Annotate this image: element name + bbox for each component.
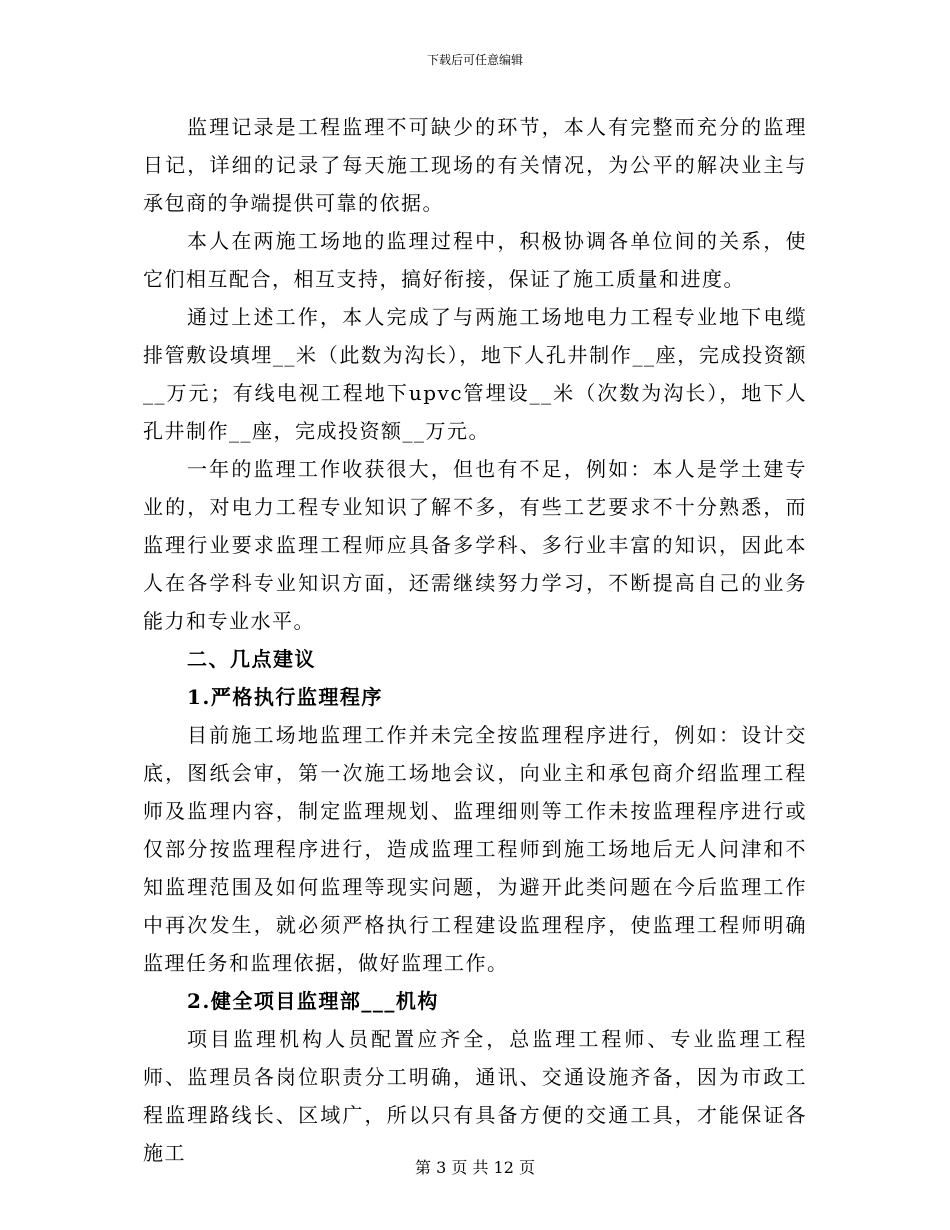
- subheading-organization: 2.健全项目监理部___机构: [187, 989, 439, 1013]
- paragraph-work-completed: 通过上述工作，本人完成了与两施工场地电力工程专业地下电缆排管敷设填埋__米（此数为沟长），地下人孔井制作__座，完成投资额__万元；有线电视工程地下upvc管埋设__米（次数为沟长），地下人孔井制作__座，完成投资额__万元。: [143, 305, 807, 443]
- document-body: [143, 108, 807, 1172]
- paragraph-supervision-records: 监理记录是工程监理不可缺少的环节，本人有完整而充分的监理日记，详细的记录了每天施工现场的有关情况，为公平的解决业主与承包商的争端提供可靠的依据。: [143, 115, 807, 215]
- section-heading-suggestions: 二、几点建议: [187, 647, 316, 671]
- paragraph-procedure: 目前施工场地监理工作并未完全按监理程序进行，例如：设计交底，图纸会审，第一次施工场地会议，向业主和承包商介绍监理工程师及监理内容，制定监理规划、监理细则等工作未按监理程序进行或仅部分按监理程序进行，造成监理工程师到施工场地后无人问津和不知监理范围及如何监理等现实问题，为避开此类问题在今后监理工作中再次发生，就必须严格执行工程建设监理程序，使监理工程师明确监理任务和监理依据，做好监理工作。: [143, 723, 807, 975]
- paragraph-shortcomings: 一年的监理工作收获很大，但也有不足，例如：本人是学土建专业的，对电力工程专业知识了解不多，有些工艺要求不十分熟悉，而监理行业要求监理工程师应具备多学科、多行业丰富的知识，因此本人在各学科专业知识方面，还需继续努力学习，不断提高自己的业务能力和专业水平。: [143, 457, 807, 633]
- paragraph-coordination: 本人在两施工场地的监理过程中，积极协调各单位间的关系，使它们相互配合，相互支持，搞好衔接，保证了施工质量和进度。: [143, 229, 807, 291]
- page-header-note: 下载后可任意编辑: [426, 53, 523, 67]
- page-number-footer: 第 3 页 共 12 页: [415, 1158, 535, 1177]
- subheading-procedure: 1.严格执行监理程序: [187, 685, 383, 709]
- paragraph-organization: 项目监理机构人员配置应齐全，总监理工程师、专业监理工程师、监理员各岗位职责分工明确，通讯、交通设施齐备，因为市政工程监理路线长、区域广，所以只有具备方便的交通工具，才能保证各施工: [143, 1027, 807, 1165]
